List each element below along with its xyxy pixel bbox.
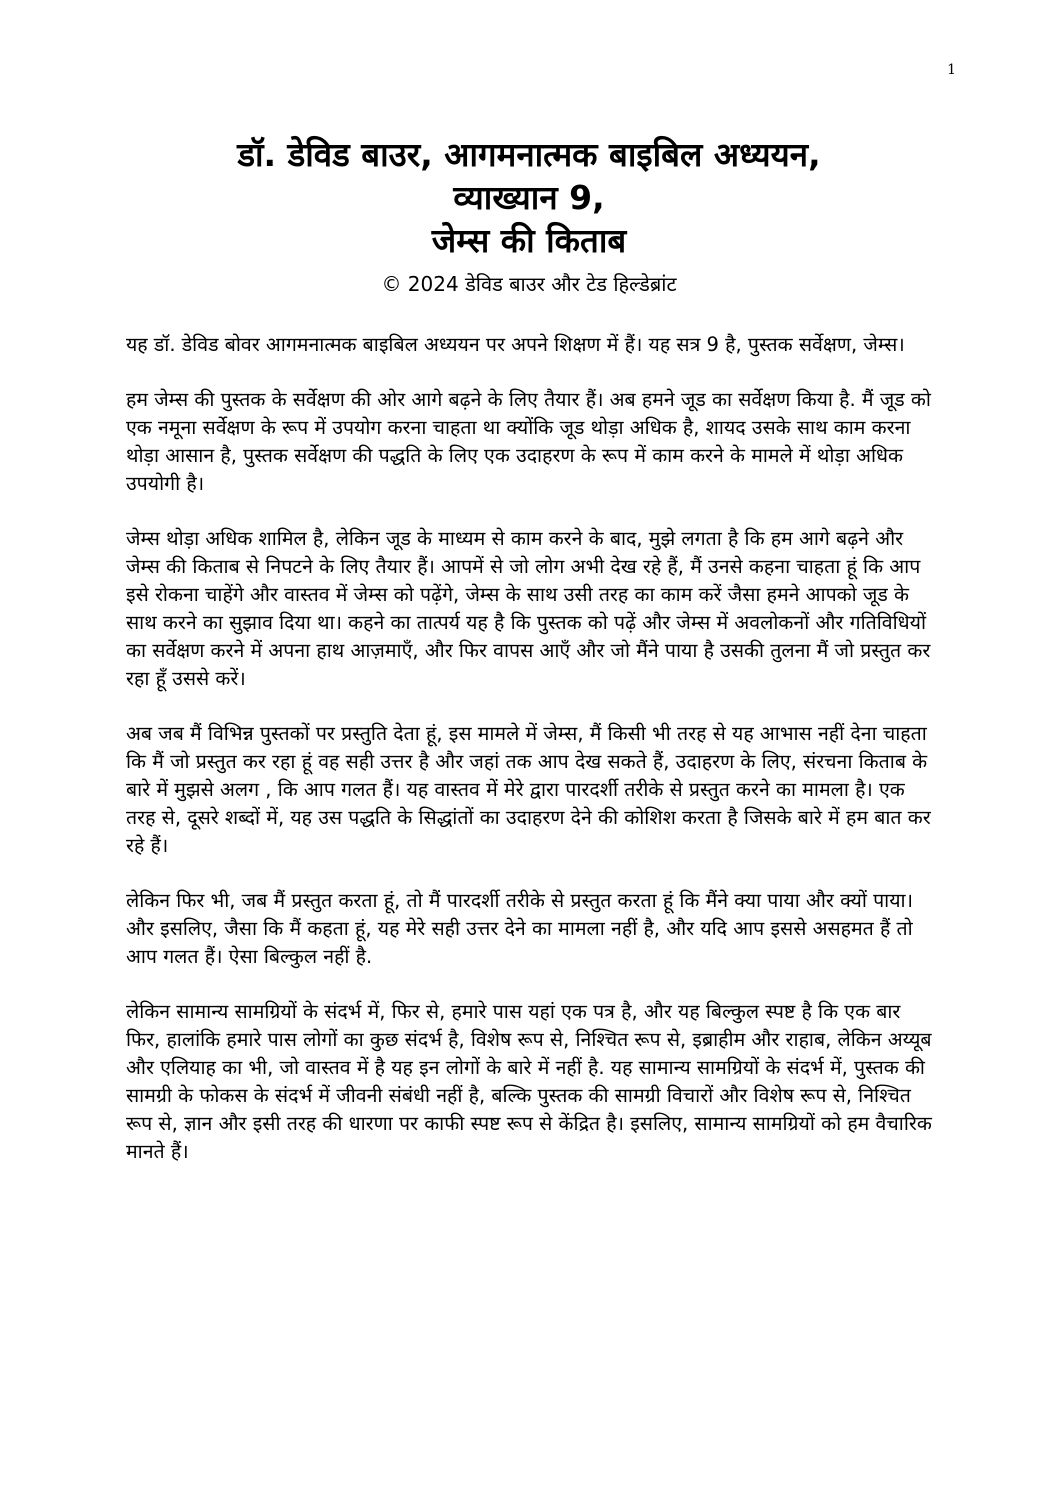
paragraph-2: हम जेम्स की पुस्तक के सर्वेक्षण की ओर आगे बढ़ने के लिए तैयार हैं। अब हमने जूड का सर्वेक्षण किया है. मैं जूड को एक नमूना सर्वेक्षण के रूप में उपयोग करना चाहता था क्योंकि जूड थोड़ा अधिक है, शायद उसके साथ काम करना थोड़ा आसान है, पुस्तक सर्वेक्षण की पद्धति के लिए एक उदाहरण के रूप में काम करने के मामले में थोड़ा अधिक उपयोगी है। — [126, 388, 931, 495]
paragraph-5: लेकिन फिर भी, जब मैं प्रस्तुत करता हूं, तो मैं पारदर्शी तरीके से प्रस्तुत करता हूं कि मैंने क्या पाया और क्यों पाया। और इसलिए, जैसा कि मैं कहता हूं, यह मेरे सही उत्तर देने का मामला नहीं है, और यदि आप इससे असहमत हैं तो आप गलत हैं। ऐसा बिल्कुल नहीं है. — [126, 889, 913, 968]
document-header — [0, 133, 1058, 298]
title-line-1: डॉ. डेविड बाउर, आगमनात्मक बाइबिल अध्ययन, — [237, 135, 821, 174]
paragraph-6: लेकिन सामान्य सामग्रियों के संदर्भ में, फिर से, हमारे पास यहां एक पत्र है, और यह बिल्कुल स्पष्ट है कि एक बार फिर, हालांकि हमारे पास लोगों का कुछ संदर्भ है, विशेष रूप से, निश्चित रूप से, इब्राहीम और राहाब, लेकिन अय्यूब और एलियाह का भी, जो वास्तव में है यह इन लोगों के बारे में नहीं है. यह सामान्य सामग्रियों के संदर्भ में, पुस्तक की सामग्री के फोकस के संदर्भ में जीवनी संबंधी नहीं है, बल्कि पुस्तक की सामग्री विचारों और विशेष रूप से, निश्चित रूप से, ज्ञान और इसी तरह की धारणा पर काफी स्पष्ट रूप से केंद्रित है। इसलिए, सामान्य सामग्रियों को हम वैचारिक मानते हैं। — [126, 1000, 932, 1163]
title-line-2: व्याख्यान 9, — [453, 178, 605, 217]
title-line-3: जेम्स की किताब — [431, 221, 627, 260]
paragraph-4: अब जब मैं विभिन्न पुस्तकों पर प्रस्तुति देता हूं, इस मामले में जेम्स, मैं किसी भी तरह से यह आभास नहीं देना चाहता कि मैं जो प्रस्तुत कर रहा हूं वह सही उत्तर है और जहां तक आप देख सकते हैं, उदाहरण के लिए, संरचना किताब के बारे में मुझसे अलग , कि आप गलत हैं। यह वास्तव में मेरे द्वारा पारदर्शी तरीके से प्रस्तुत करने का मामला है। एक तरह से, दूसरे शब्दों में, यह उस पद्धति के सिद्धांतों का उदाहरण देने की कोशिश करता है जिसके बारे में हम बात कर रहे हैं। — [126, 722, 931, 857]
page-number: 1 — [947, 62, 956, 78]
paragraph-3: जेम्स थोड़ा अधिक शामिल है, लेकिन जूड के माध्यम से काम करने के बाद, मुझे लगता है कि हम आगे बढ़ने और जेम्स की किताब से निपटने के लिए तैयार हैं। आपमें से जो लोग अभी देख रहे हैं, मैं उनसे कहना चाहता हूं कि आप इसे रोकना चाहेंगे और वास्तव में जेम्स को पढ़ेंगे, जेम्स के साथ उसी तरह का काम करें जैसा हमने आपको जूड के साथ करने का सुझाव दिया था। कहने का तात्पर्य यह है कि पुस्तक को पढ़ें और जेम्स में अवलोकनों और गतिविधियों का सर्वेक्षण करने में अपना हाथ आज़माएँ, और फिर वापस आएँ और जो मैंने पाया है उसकी तुलना मैं जो प्रस्तुत कर रहा हूँ उससे करें। — [126, 527, 931, 690]
document-body — [126, 331, 938, 1193]
copyright-line: © 2024 डेविड बाउर और टेड हिल्डेब्रांट — [381, 272, 677, 296]
paragraph-1: यह डॉ. डेविड बोवर आगमनात्मक बाइबिल अध्ययन पर अपने शिक्षण में हैं। यह सत्र 9 है, पुस्तक सर्वेक्षण, जेम्स। — [126, 333, 905, 356]
